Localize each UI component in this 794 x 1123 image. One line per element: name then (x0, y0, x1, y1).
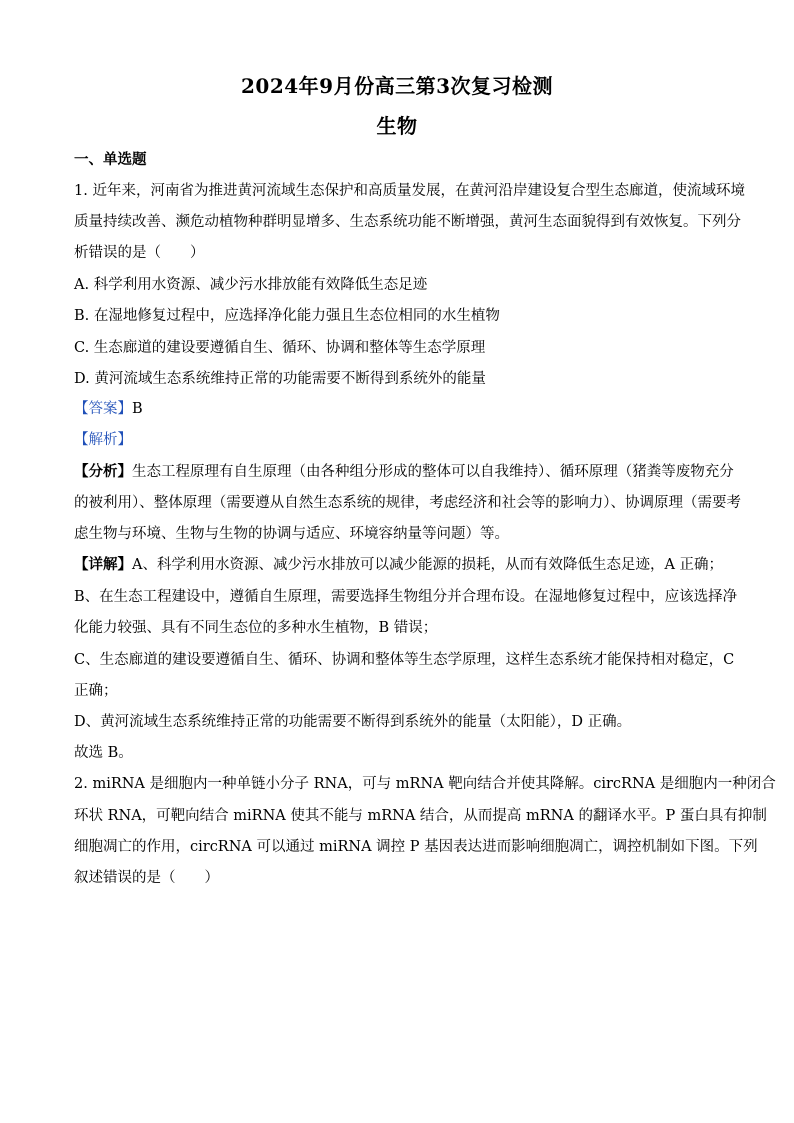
q1-option-a: A. 科学利用水资源、减少污水排放能有效降低生态足迹 (74, 277, 428, 293)
xiangjie-tag: 【详解】 (74, 556, 132, 573)
xiangjie-text: A、科学利用水资源、减少污水排放可以减少能源的损耗，从而有效降低生态足迹，A 正确； (132, 557, 724, 573)
q1-fenxi-line: 的被利用）、整体原理（需要遵从自然生态系统的规律，考虑经济和社会等的影响力）、协调原理（需要考 (74, 495, 741, 511)
q1-xiangjie-line: 化能力较强、具有不同生态位的多种水生植物，B 错误； (74, 620, 438, 636)
q1-fenxi-line: 虑生物与环境、生物与生物的协调与适应、环境容纳量等问题）等。 (74, 526, 509, 542)
q1-stem-line: 1. 近年来，河南省为推进黄河流域生态保护和高质量发展，在黄河沿岸建设复合型生态廊道，使流域环境 (74, 183, 745, 199)
q1-xiangjie-line: B、在生态工程建设中，遵循自生原理，需要选择生物组分并合理布设。在湿地修复过程中，应该选择净 (74, 589, 738, 605)
q1-fenxi-line (74, 462, 734, 482)
q1-answer (74, 399, 724, 419)
q2-stem-line: 叙述错误的是（ ） (74, 870, 219, 886)
answer-tag: 【答案】 (74, 401, 132, 417)
q1-option-b: B. 在湿地修复过程中，应选择净化能力强且生态位相同的水生植物 (74, 308, 500, 324)
q1-stem-line: 析错误的是（ ） (74, 245, 205, 261)
q1-stem-line: 质量持续改善、濒危动植物种群明显增多、生态系统功能不断增强，黄河生态面貌得到有效恢复。下列分 (74, 214, 741, 230)
q2-stem-line: 环状 RNA，可靶向结合 miRNA 使其不能与 mRNA 结合，从而提高 mRNA 的翻译水平。P 蛋白具有抑制 (74, 808, 767, 824)
q1-xiangjie-line: 正确； (74, 683, 118, 699)
q2-stem-line: 2. miRNA 是细胞内一种单链小分子 RNA，可与 mRNA 靶向结合并使其降解。circRNA 是细胞内一种闭合 (74, 776, 776, 792)
q1-conclusion: 故选 B。 (74, 745, 133, 761)
analysis-tag: 【解析】 (74, 432, 132, 448)
answer-value: B (132, 401, 143, 417)
document-title: 2024年9月份高三第3次复习检测 (241, 74, 553, 98)
subject-title: 生物 (376, 114, 418, 138)
q1-option-c: C. 生态廊道的建设要遵循自生、循环、协调和整体等生态学原理 (74, 340, 486, 356)
q1-analysis-tag (74, 430, 724, 450)
q1-xiangjie-line: C、生态廊道的建设要遵循自生、循环、协调和整体等生态学原理，这样生态系统才能保持相对稳定，C (74, 652, 735, 668)
q1-option-d: D. 黄河流域生态系统维持正常的功能需要不断得到系统外的能量 (74, 371, 486, 387)
q2-stem-line: 细胞凋亡的作用，circRNA 可以通过 miRNA 调控 P 基因表达进而影响细胞凋亡，调控机制如下图。下列 (74, 839, 758, 855)
q1-xiangjie-line: D、黄河流域生态系统维持正常的功能需要不断得到系统外的能量（太阳能），D 正确。 (74, 714, 632, 730)
q1-xiangjie-line (74, 555, 724, 575)
section-heading: 一、单选题 (74, 151, 147, 168)
fenxi-tag: 【分析】 (74, 463, 132, 480)
fenxi-text: 生态工程原理有自生原理（由各种组分形成的整体可以自我维持）、循环原理（猪粪等废物充分 (132, 464, 734, 480)
